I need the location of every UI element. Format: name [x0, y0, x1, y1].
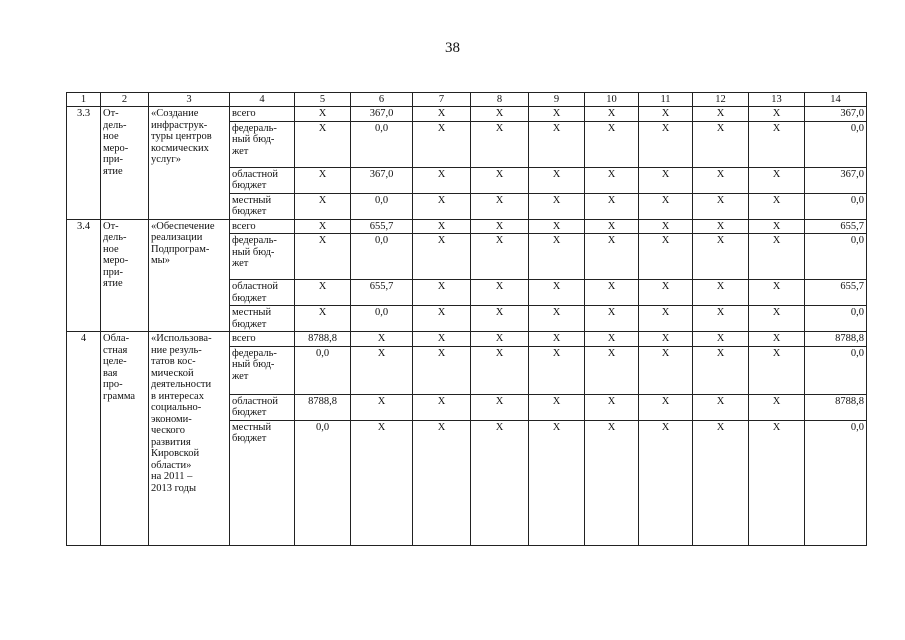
value-cell: 0,0	[351, 121, 413, 167]
value-cell: 655,7	[805, 280, 867, 306]
funding-source: местный бюджет	[230, 306, 295, 332]
value-cell: Х	[413, 420, 471, 545]
value-cell: 0,0	[805, 193, 867, 219]
value-cell: Х	[639, 306, 693, 332]
value-cell: Х	[749, 121, 805, 167]
page-number: 38	[445, 40, 460, 56]
value-cell: 0,0	[351, 234, 413, 280]
value-cell: Х	[413, 346, 471, 394]
value-cell: Х	[639, 420, 693, 545]
funding-source: областной бюджет	[230, 280, 295, 306]
value-cell: Х	[351, 346, 413, 394]
value-cell: Х	[529, 167, 585, 193]
column-header: 1	[67, 93, 101, 107]
value-cell: Х	[413, 306, 471, 332]
value-cell: Х	[529, 420, 585, 545]
value-cell: Х	[749, 193, 805, 219]
value-cell: Х	[639, 107, 693, 122]
column-header: 2	[101, 93, 149, 107]
value-cell: Х	[471, 219, 529, 234]
value-cell: Х	[639, 280, 693, 306]
value-cell: Х	[749, 219, 805, 234]
column-header: 7	[413, 93, 471, 107]
value-cell: Х	[639, 234, 693, 280]
value-cell: Х	[693, 193, 749, 219]
funding-source: всего	[230, 107, 295, 122]
value-cell: Х	[585, 121, 639, 167]
value-cell: Х	[749, 167, 805, 193]
value-cell: Х	[585, 420, 639, 545]
value-cell: Х	[413, 332, 471, 347]
value-cell: Х	[693, 121, 749, 167]
value-cell: 8788,8	[805, 394, 867, 420]
value-cell: Х	[693, 107, 749, 122]
value-cell: Х	[295, 167, 351, 193]
funding-source: областной бюджет	[230, 394, 295, 420]
column-header: 8	[471, 93, 529, 107]
item-code: 3.3	[67, 107, 101, 220]
value-cell: Х	[295, 306, 351, 332]
value-cell: Х	[351, 394, 413, 420]
value-cell: Х	[585, 346, 639, 394]
value-cell: Х	[351, 332, 413, 347]
value-cell: Х	[585, 234, 639, 280]
value-cell: 0,0	[805, 234, 867, 280]
value-cell: Х	[693, 346, 749, 394]
column-header: 13	[749, 93, 805, 107]
value-cell: Х	[639, 394, 693, 420]
value-cell: Х	[471, 332, 529, 347]
value-cell: Х	[639, 346, 693, 394]
column-header: 3	[149, 93, 230, 107]
value-cell: 655,7	[351, 280, 413, 306]
table-row	[67, 107, 867, 122]
value-cell: 367,0	[351, 167, 413, 193]
value-cell: Х	[529, 394, 585, 420]
value-cell: Х	[529, 219, 585, 234]
column-header: 4	[230, 93, 295, 107]
value-cell: Х	[693, 394, 749, 420]
value-cell: Х	[529, 121, 585, 167]
value-cell: Х	[749, 346, 805, 394]
column-header: 5	[295, 93, 351, 107]
value-cell: Х	[529, 234, 585, 280]
value-cell: Х	[413, 121, 471, 167]
value-cell: Х	[529, 346, 585, 394]
value-cell: Х	[749, 107, 805, 122]
value-cell: Х	[749, 234, 805, 280]
funding-source: всего	[230, 332, 295, 347]
value-cell: 655,7	[805, 219, 867, 234]
value-cell: Х	[413, 394, 471, 420]
item-name: «Создание инфраструк- туры центров космических услуг»	[149, 107, 230, 220]
value-cell: Х	[471, 394, 529, 420]
value-cell: 0,0	[805, 346, 867, 394]
value-cell: Х	[471, 306, 529, 332]
value-cell: Х	[529, 280, 585, 306]
value-cell: Х	[295, 219, 351, 234]
value-cell: Х	[585, 394, 639, 420]
funding-source: федераль- ный бюд- жет	[230, 234, 295, 280]
column-header: 6	[351, 93, 413, 107]
value-cell: Х	[749, 306, 805, 332]
value-cell: 0,0	[805, 306, 867, 332]
value-cell: 655,7	[351, 219, 413, 234]
value-cell: Х	[693, 280, 749, 306]
value-cell: Х	[529, 193, 585, 219]
funding-source: федераль- ный бюд- жет	[230, 121, 295, 167]
item-type: Обла- стная целе- вая про- грамма	[101, 332, 149, 546]
value-cell: Х	[413, 193, 471, 219]
value-cell: Х	[413, 219, 471, 234]
value-cell: 0,0	[295, 420, 351, 545]
value-cell: Х	[471, 280, 529, 306]
value-cell: Х	[413, 167, 471, 193]
funding-source: местный бюджет	[230, 193, 295, 219]
value-cell: 8788,8	[805, 332, 867, 347]
value-cell: Х	[295, 280, 351, 306]
table-header-row	[67, 93, 867, 107]
value-cell: Х	[529, 306, 585, 332]
column-header: 12	[693, 93, 749, 107]
funding-source: всего	[230, 219, 295, 234]
column-header: 14	[805, 93, 867, 107]
value-cell: Х	[351, 420, 413, 545]
item-code: 3.4	[67, 219, 101, 332]
value-cell: Х	[749, 332, 805, 347]
value-cell: Х	[749, 280, 805, 306]
value-cell: 0,0	[351, 306, 413, 332]
budget-table	[66, 92, 867, 546]
value-cell: Х	[471, 346, 529, 394]
value-cell: Х	[471, 193, 529, 219]
value-cell: Х	[639, 121, 693, 167]
value-cell: 367,0	[805, 167, 867, 193]
value-cell: Х	[295, 234, 351, 280]
value-cell: Х	[295, 193, 351, 219]
item-name: «Использова- ние резуль- татов кос- мической деятельности в интересах социально- экономи- ческого развития Кировской области» на 2011 – 2013 годы	[149, 332, 230, 546]
value-cell: 0,0	[805, 121, 867, 167]
value-cell: Х	[529, 107, 585, 122]
value-cell: Х	[693, 219, 749, 234]
value-cell: 0,0	[295, 346, 351, 394]
value-cell: Х	[295, 121, 351, 167]
value-cell: Х	[471, 107, 529, 122]
value-cell: Х	[471, 121, 529, 167]
value-cell: Х	[471, 234, 529, 280]
value-cell: Х	[585, 280, 639, 306]
value-cell: 0,0	[351, 193, 413, 219]
value-cell: Х	[471, 420, 529, 545]
value-cell: Х	[749, 420, 805, 545]
item-name: «Обеспечение реализации Подпрограм- мы»	[149, 219, 230, 332]
value-cell: Х	[585, 306, 639, 332]
value-cell: Х	[693, 420, 749, 545]
value-cell: Х	[295, 107, 351, 122]
funding-source: федераль- ный бюд- жет	[230, 346, 295, 394]
value-cell: 367,0	[805, 107, 867, 122]
value-cell: Х	[413, 280, 471, 306]
value-cell: Х	[585, 219, 639, 234]
value-cell: Х	[749, 394, 805, 420]
value-cell: Х	[585, 167, 639, 193]
table-row	[67, 332, 867, 347]
value-cell: Х	[693, 306, 749, 332]
value-cell: Х	[639, 167, 693, 193]
value-cell: Х	[693, 332, 749, 347]
item-type: От- дель- ное меро- при- ятие	[101, 219, 149, 332]
column-header: 10	[585, 93, 639, 107]
value-cell: Х	[585, 332, 639, 347]
value-cell: Х	[529, 332, 585, 347]
value-cell: Х	[639, 332, 693, 347]
funding-source: областной бюджет	[230, 167, 295, 193]
value-cell: 0,0	[805, 420, 867, 545]
value-cell: Х	[639, 219, 693, 234]
value-cell: Х	[639, 193, 693, 219]
value-cell: 8788,8	[295, 332, 351, 347]
column-header: 11	[639, 93, 693, 107]
value-cell: Х	[585, 193, 639, 219]
value-cell: Х	[413, 107, 471, 122]
value-cell: Х	[471, 167, 529, 193]
value-cell: 367,0	[351, 107, 413, 122]
value-cell: Х	[585, 107, 639, 122]
table-row	[67, 219, 867, 234]
value-cell: Х	[693, 167, 749, 193]
value-cell: 8788,8	[295, 394, 351, 420]
funding-source: местный бюджет	[230, 420, 295, 545]
item-code: 4	[67, 332, 101, 546]
value-cell: Х	[693, 234, 749, 280]
column-header: 9	[529, 93, 585, 107]
item-type: От- дель- ное меро- при- ятие	[101, 107, 149, 220]
value-cell: Х	[413, 234, 471, 280]
